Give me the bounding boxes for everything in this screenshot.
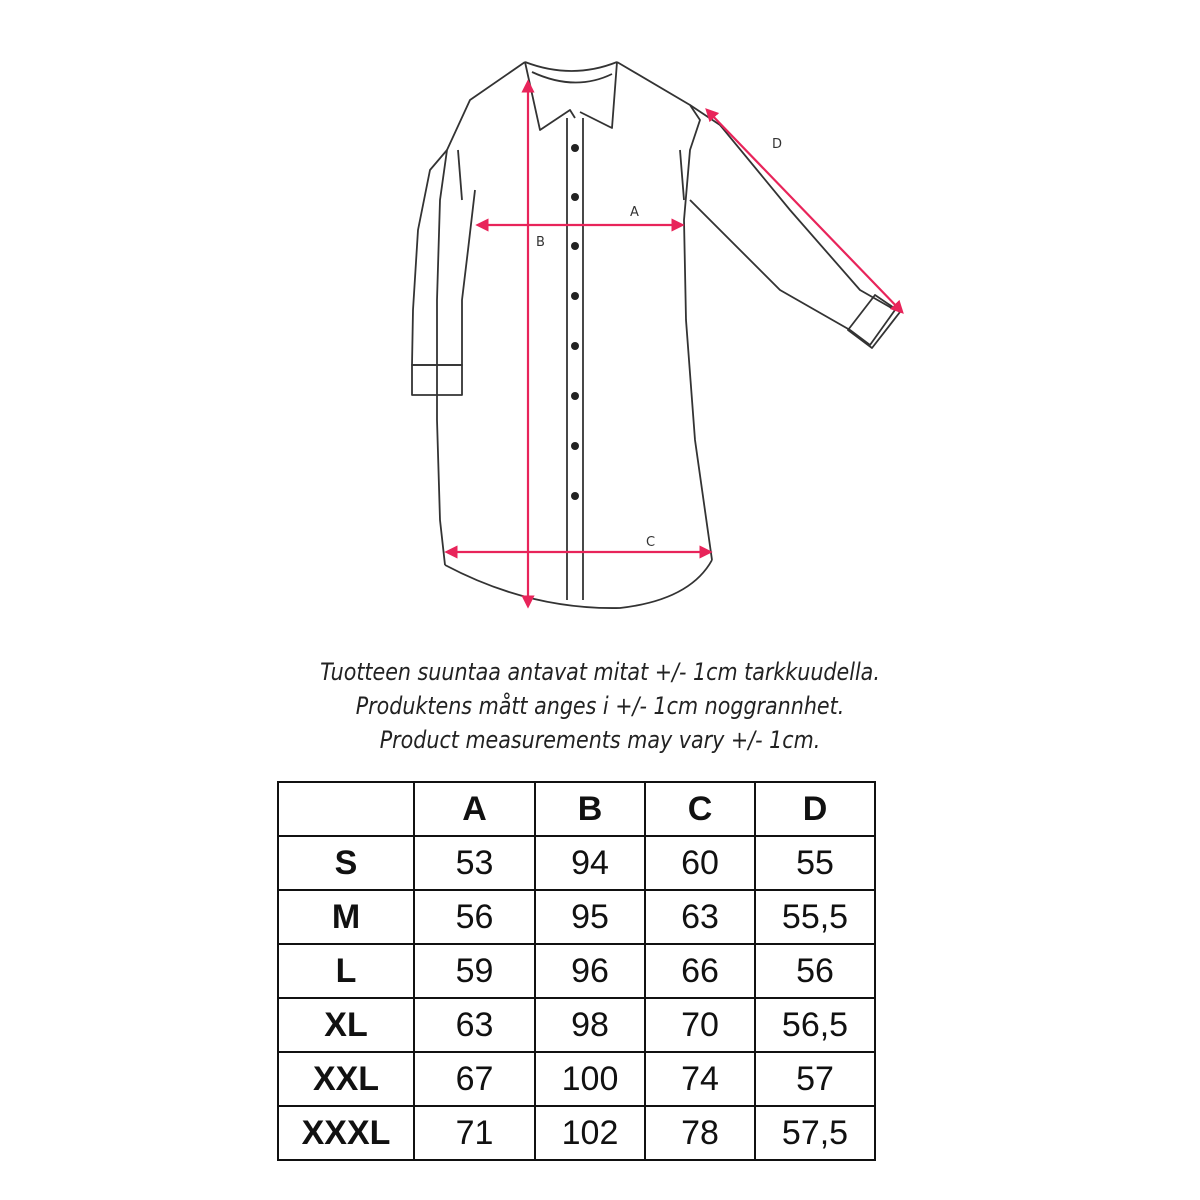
- size-table: [277, 781, 876, 1161]
- table-row: [278, 1106, 875, 1160]
- table-cell: 98: [535, 998, 645, 1052]
- button-dot: [571, 193, 579, 201]
- table-row: [278, 944, 875, 998]
- size-label: L: [278, 944, 414, 998]
- label-c: C: [646, 535, 656, 550]
- table-cell: 70: [645, 998, 755, 1052]
- note-finnish: Tuotteen suuntaa antavat mitat +/- 1cm tarkkuudella.: [320, 658, 880, 686]
- size-label: XL: [278, 998, 414, 1052]
- size-label: M: [278, 890, 414, 944]
- table-row: [278, 890, 875, 944]
- button-dot: [571, 342, 579, 350]
- table-cell: 56: [755, 944, 875, 998]
- table-cell: 74: [645, 1052, 755, 1106]
- table-cell: 60: [645, 836, 755, 890]
- table-cell: 66: [645, 944, 755, 998]
- table-cell: 63: [414, 998, 535, 1052]
- table-cell: 55: [755, 836, 875, 890]
- table-cell: 53: [414, 836, 535, 890]
- table-row: [278, 1052, 875, 1106]
- note-english: Product measurements may vary +/- 1cm.: [379, 726, 821, 754]
- table-cell: 57,5: [755, 1106, 875, 1160]
- header-b: B: [535, 782, 645, 836]
- label-b: B: [536, 235, 545, 250]
- table-cell: 56: [414, 890, 535, 944]
- header-d: D: [755, 782, 875, 836]
- button-dot: [571, 292, 579, 300]
- button-dot: [571, 242, 579, 250]
- button-dot: [571, 392, 579, 400]
- table-header-row: [278, 782, 875, 836]
- table-cell: 67: [414, 1052, 535, 1106]
- note-swedish: Produktens mått anges i +/- 1cm noggrannhet.: [355, 692, 845, 720]
- button-dot: [571, 144, 579, 152]
- table-cell: 55,5: [755, 890, 875, 944]
- table-cell: 102: [535, 1106, 645, 1160]
- header-c: C: [645, 782, 755, 836]
- size-label: S: [278, 836, 414, 890]
- label-a: A: [630, 205, 639, 220]
- table-cell: 63: [645, 890, 755, 944]
- label-d: D: [772, 137, 783, 152]
- table-cell: 94: [535, 836, 645, 890]
- header-a: A: [414, 782, 535, 836]
- table-cell: 57: [755, 1052, 875, 1106]
- table-cell: 71: [414, 1106, 535, 1160]
- corner-cell: [278, 782, 414, 836]
- table-cell: 78: [645, 1106, 755, 1160]
- button-dot: [571, 442, 579, 450]
- size-label: XXXL: [278, 1106, 414, 1160]
- button-dot: [571, 492, 579, 500]
- table-row: [278, 836, 875, 890]
- table-cell: 59: [414, 944, 535, 998]
- size-label: XXL: [278, 1052, 414, 1106]
- measure-line-d: [707, 110, 902, 312]
- table-cell: 100: [535, 1052, 645, 1106]
- table-row: [278, 998, 875, 1052]
- buttons: [571, 144, 579, 500]
- shirt-dress-outline: [412, 62, 900, 608]
- table-cell: 95: [535, 890, 645, 944]
- table-cell: 56,5: [755, 998, 875, 1052]
- table-cell: 96: [535, 944, 645, 998]
